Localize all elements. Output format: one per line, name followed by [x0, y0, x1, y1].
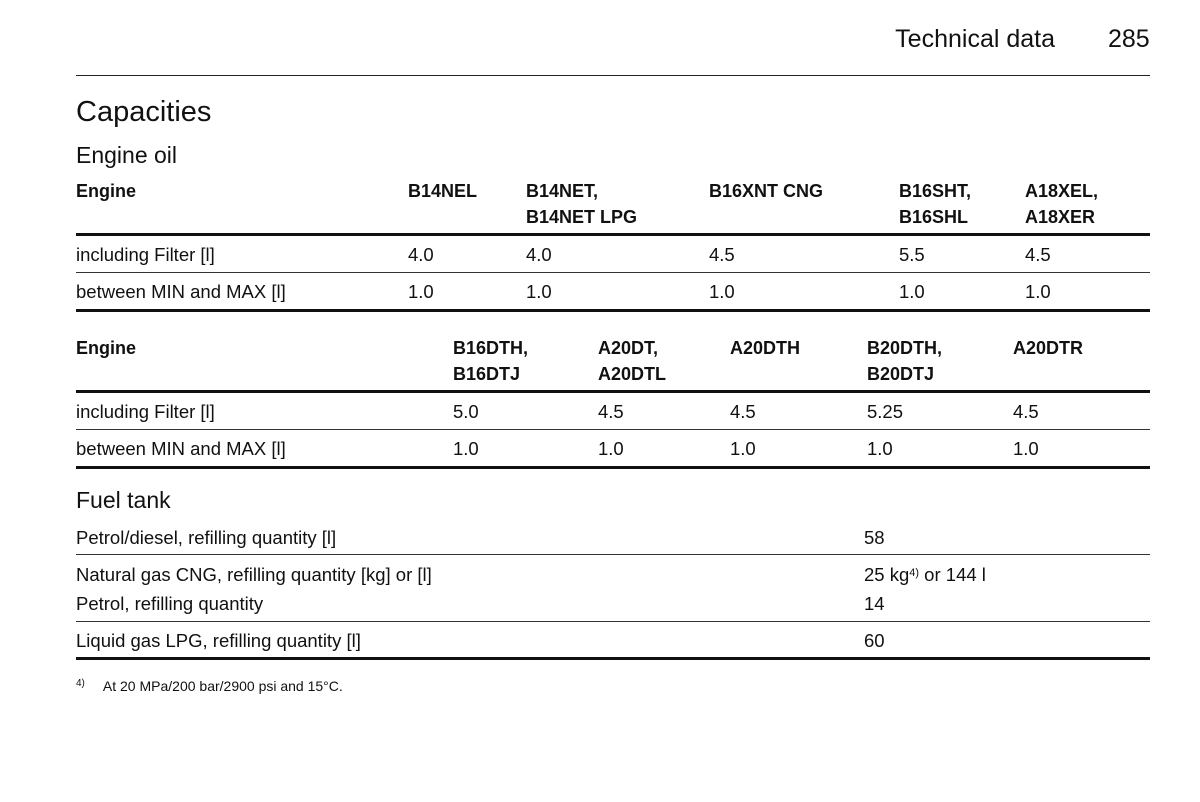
row-label: Petrol/diesel, refilling quantity [l]	[76, 527, 337, 548]
table-rule	[76, 309, 1150, 312]
table-cell: 1.0	[867, 438, 893, 459]
table-rule	[76, 272, 1150, 273]
section-title: Capacities	[76, 96, 212, 128]
table-header-row	[76, 178, 1150, 234]
engine-oil-table-1	[76, 178, 1150, 314]
table-cell: 58	[864, 527, 885, 548]
column-header: B16SHT, B16SHL	[899, 181, 972, 227]
table-rule	[76, 621, 1150, 622]
row-label: including Filter [l]	[76, 244, 215, 265]
table-cell: 14	[864, 593, 885, 614]
page-number: 285	[1108, 25, 1150, 53]
row-label: Natural gas CNG, refilling quantity [kg] or [l]	[76, 564, 432, 585]
header-divider	[76, 75, 1150, 76]
row-label: Petrol, refilling quantity	[76, 593, 264, 614]
column-header: B16XNT CNG	[709, 181, 824, 201]
table-cell: 4.0	[526, 244, 552, 265]
column-header: B14NEL	[408, 181, 478, 201]
table-rule	[76, 429, 1150, 430]
footnote-text: At 20 MPa/200 bar/2900 psi and 15°C.	[102, 678, 343, 694]
footnote	[76, 678, 343, 694]
table-cell: 4.5	[1013, 401, 1039, 422]
table-cell: 60	[864, 630, 885, 651]
table-cell: 5.0	[453, 401, 479, 422]
table-cell: 1.0	[453, 438, 479, 459]
row-label: including Filter [l]	[76, 401, 215, 422]
table-header-engine: Engine	[76, 181, 137, 201]
footnote-ref: 4)	[909, 567, 920, 579]
table-cell: 4.0	[408, 244, 434, 265]
table-cell: 1.0	[730, 438, 756, 459]
column-header: B16DTH, B16DTJ	[453, 338, 529, 384]
table-rule	[76, 554, 1150, 555]
row-label: Liquid gas LPG, refilling quantity [l]	[76, 630, 361, 651]
table-cell: 4.5	[598, 401, 624, 422]
table-cell: 1.0	[598, 438, 624, 459]
column-header: A18XEL, A18XER	[1025, 181, 1099, 227]
table-cell: 1.0	[526, 281, 552, 302]
column-header: A20DTH	[730, 338, 801, 358]
running-header-title: Technical data	[895, 25, 1055, 53]
table-rule	[76, 233, 1150, 236]
table-header-engine: Engine	[76, 338, 137, 358]
table-cell: 4.5	[730, 401, 756, 422]
column-header: A20DTR	[1013, 338, 1084, 358]
table-cell: 1.0	[899, 281, 925, 302]
table-cell: 1.0	[709, 281, 735, 302]
column-header: A20DT, A20DTL	[598, 338, 667, 384]
row-label: between MIN and MAX [l]	[76, 438, 286, 459]
column-header: B20DTH, B20DTJ	[867, 338, 943, 384]
table-rule	[76, 657, 1150, 660]
row-label: between MIN and MAX [l]	[76, 281, 286, 302]
table-rule	[76, 466, 1150, 469]
column-header: B14NET, B14NET LPG	[526, 181, 638, 227]
fuel-tank-heading: Fuel tank	[76, 487, 171, 513]
table-cell: 1.0	[408, 281, 434, 302]
table-cell: 5.25	[867, 401, 904, 422]
table-cell: 4.5	[709, 244, 735, 265]
table-cell: 1.0	[1013, 438, 1039, 459]
table-cell: 1.0	[1025, 281, 1051, 302]
fuel-tank-table	[76, 525, 1150, 665]
table-cell: 4.5	[1025, 244, 1051, 265]
engine-oil-heading: Engine oil	[76, 142, 178, 168]
table-cell: 5.5	[899, 244, 925, 265]
footnote-mark: 4)	[76, 678, 85, 689]
engine-oil-table-2	[76, 335, 1150, 471]
table-cell: 25 $kg^{4)}$ or 144 l	[864, 564, 986, 585]
table-rule	[76, 390, 1150, 393]
table-header-row	[76, 335, 1150, 391]
